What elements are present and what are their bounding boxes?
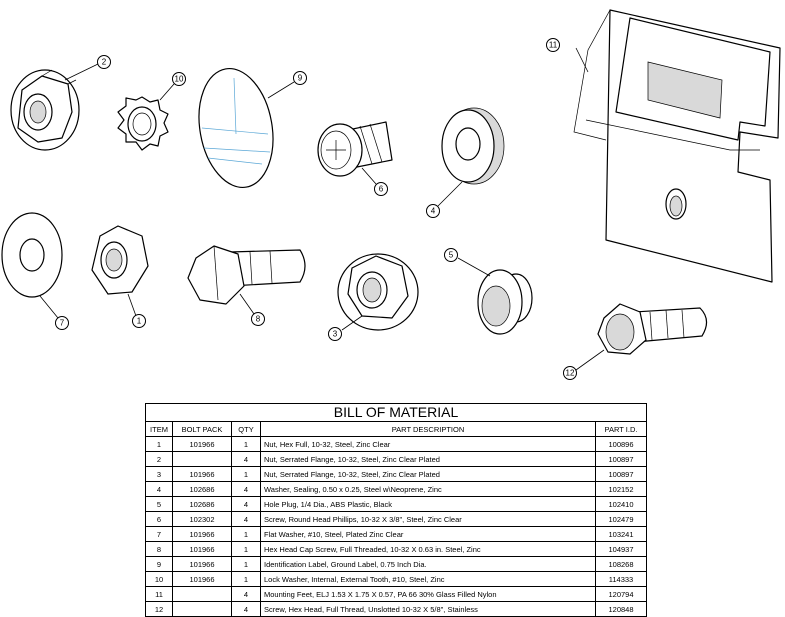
- cell-bolt-pack: 101966: [173, 437, 232, 452]
- cell-qty: 4: [232, 452, 261, 467]
- part-hex-nut-1: [92, 226, 148, 294]
- callout-12: [564, 367, 577, 380]
- cell-item: 10: [146, 572, 173, 587]
- part-mounting-feet-11: [574, 10, 780, 282]
- callout-10: [173, 73, 186, 86]
- cell-bolt-pack: 102686: [173, 482, 232, 497]
- cell-part-id: 102410: [596, 497, 647, 512]
- svg-text:10: 10: [174, 74, 184, 84]
- cell-qty: 4: [232, 602, 261, 617]
- cell-part-description: Hex Head Cap Screw, Full Threaded, 10-32 X 0.63 in. Steel, Zinc: [261, 542, 596, 557]
- cell-part-id: 104937: [596, 542, 647, 557]
- cell-qty: 1: [232, 557, 261, 572]
- svg-text:8: 8: [255, 314, 261, 324]
- cell-item: 5: [146, 497, 173, 512]
- cell-part-description: Washer, Sealing, 0.50 x 0.25, Steel w\Neoprene, Zinc: [261, 482, 596, 497]
- header-part-description: PART DESCRIPTION: [261, 422, 596, 437]
- callout-6: [375, 183, 388, 196]
- callout-8: [252, 313, 265, 326]
- cell-part-description: Screw, Round Head Phillips, 10-32 X 3/8", Steel, Zinc Clear: [261, 512, 596, 527]
- cell-bolt-pack: [173, 452, 232, 467]
- cell-qty: 1: [232, 527, 261, 542]
- table-row: [146, 557, 647, 572]
- callout-2: [98, 56, 111, 69]
- part-identification-label-9: [190, 63, 282, 194]
- cell-part-id: 100897: [596, 467, 647, 482]
- cell-part-id: 100896: [596, 437, 647, 452]
- table-row: [146, 482, 647, 497]
- cell-bolt-pack: 102686: [173, 497, 232, 512]
- cell-item: 11: [146, 587, 173, 602]
- cell-qty: 1: [232, 437, 261, 452]
- cell-item: 2: [146, 452, 173, 467]
- table-row: [146, 437, 647, 452]
- part-hex-cap-screw-8: [188, 246, 305, 304]
- callout-3: [329, 328, 342, 341]
- svg-text:2: 2: [101, 57, 107, 67]
- svg-text:6: 6: [378, 184, 384, 194]
- cell-bolt-pack: 101966: [173, 527, 232, 542]
- cell-part-description: Hole Plug, 1/4 Dia., ABS Plastic, Black: [261, 497, 596, 512]
- part-hole-plug-5: [478, 270, 532, 334]
- bill-of-material-table: [145, 403, 647, 617]
- cell-qty: 1: [232, 467, 261, 482]
- cell-part-description: Nut, Hex Full, 10-32, Steel, Zinc Clear: [261, 437, 596, 452]
- cell-part-id: 102152: [596, 482, 647, 497]
- part-flange-nut-3: [338, 254, 418, 330]
- cell-bolt-pack: 101966: [173, 542, 232, 557]
- cell-bolt-pack: 101966: [173, 557, 232, 572]
- cell-item: 12: [146, 602, 173, 617]
- svg-text:4: 4: [430, 206, 436, 216]
- table-row: [146, 497, 647, 512]
- cell-part-description: Nut, Serrated Flange, 10-32, Steel, Zinc Clear Plated: [261, 452, 596, 467]
- bom-header-row: [146, 422, 647, 437]
- callout-7: [56, 317, 69, 330]
- callout-9: [294, 72, 307, 85]
- cell-bolt-pack: [173, 587, 232, 602]
- part-flat-washer-7: [2, 213, 62, 297]
- table-row: [146, 602, 647, 617]
- callout-11: [547, 39, 560, 52]
- cell-part-id: 120794: [596, 587, 647, 602]
- table-row: [146, 512, 647, 527]
- cell-part-description: Flat Washer, #10, Steel, Plated Zinc Clear: [261, 527, 596, 542]
- svg-text:9: 9: [297, 73, 303, 83]
- cell-item: 8: [146, 542, 173, 557]
- header-bolt-pack: BOLT PACK: [173, 422, 232, 437]
- cell-part-id: 108268: [596, 557, 647, 572]
- svg-text:12: 12: [565, 368, 575, 378]
- cell-part-description: Lock Washer, Internal, External Tooth, #10, Steel, Zinc: [261, 572, 596, 587]
- cell-part-id: 103241: [596, 527, 647, 542]
- cell-item: 3: [146, 467, 173, 482]
- callout-4: [427, 205, 440, 218]
- part-serrated-flange-nut-2: [11, 70, 79, 150]
- cell-bolt-pack: 101966: [173, 467, 232, 482]
- bom-title: BILL OF MATERIAL: [146, 404, 647, 422]
- svg-text:5: 5: [448, 250, 454, 260]
- cell-part-id: 114333: [596, 572, 647, 587]
- cell-item: 9: [146, 557, 173, 572]
- cell-part-id: 102479: [596, 512, 647, 527]
- cell-item: 7: [146, 527, 173, 542]
- svg-text:3: 3: [332, 329, 338, 339]
- cell-part-description: Screw, Hex Head, Full Thread, Unslotted 10-32 X 5/8", Stainless: [261, 602, 596, 617]
- part-lock-washer-10: [118, 97, 168, 150]
- cell-qty: 1: [232, 542, 261, 557]
- cell-part-id: 100897: [596, 452, 647, 467]
- cell-item: 6: [146, 512, 173, 527]
- cell-bolt-pack: 101966: [173, 572, 232, 587]
- cell-qty: 4: [232, 497, 261, 512]
- table-row: [146, 572, 647, 587]
- table-row: [146, 452, 647, 467]
- table-row: [146, 587, 647, 602]
- callout-1: [133, 315, 146, 328]
- cell-part-description: Mounting Feet, ELJ 1.53 X 1.75 X 0.57, PA 66 30% Glass Filled Nylon: [261, 587, 596, 602]
- cell-item: 4: [146, 482, 173, 497]
- part-sealing-washer-4: [442, 108, 504, 184]
- svg-text:7: 7: [59, 318, 65, 328]
- cell-item: 1: [146, 437, 173, 452]
- svg-text:1: 1: [136, 316, 142, 326]
- cell-qty: 1: [232, 572, 261, 587]
- cell-part-description: Nut, Serrated Flange, 10-32, Steel, Zinc Clear Plated: [261, 467, 596, 482]
- cell-qty: 4: [232, 482, 261, 497]
- table-row: [146, 467, 647, 482]
- cell-part-description: Identification Label, Ground Label, 0.75 Inch Dia.: [261, 557, 596, 572]
- table-row: [146, 542, 647, 557]
- callout-5: [445, 249, 458, 262]
- table-row: [146, 527, 647, 542]
- part-hex-head-screw-12: [598, 304, 707, 354]
- header-qty: QTY: [232, 422, 261, 437]
- svg-text:11: 11: [548, 40, 558, 50]
- header-part-id: PART I.D.: [596, 422, 647, 437]
- cell-qty: 4: [232, 587, 261, 602]
- cell-bolt-pack: 102302: [173, 512, 232, 527]
- part-round-head-screw-6: [318, 122, 392, 176]
- cell-bolt-pack: [173, 602, 232, 617]
- header-item: ITEM: [146, 422, 173, 437]
- cell-qty: 4: [232, 512, 261, 527]
- cell-part-id: 120848: [596, 602, 647, 617]
